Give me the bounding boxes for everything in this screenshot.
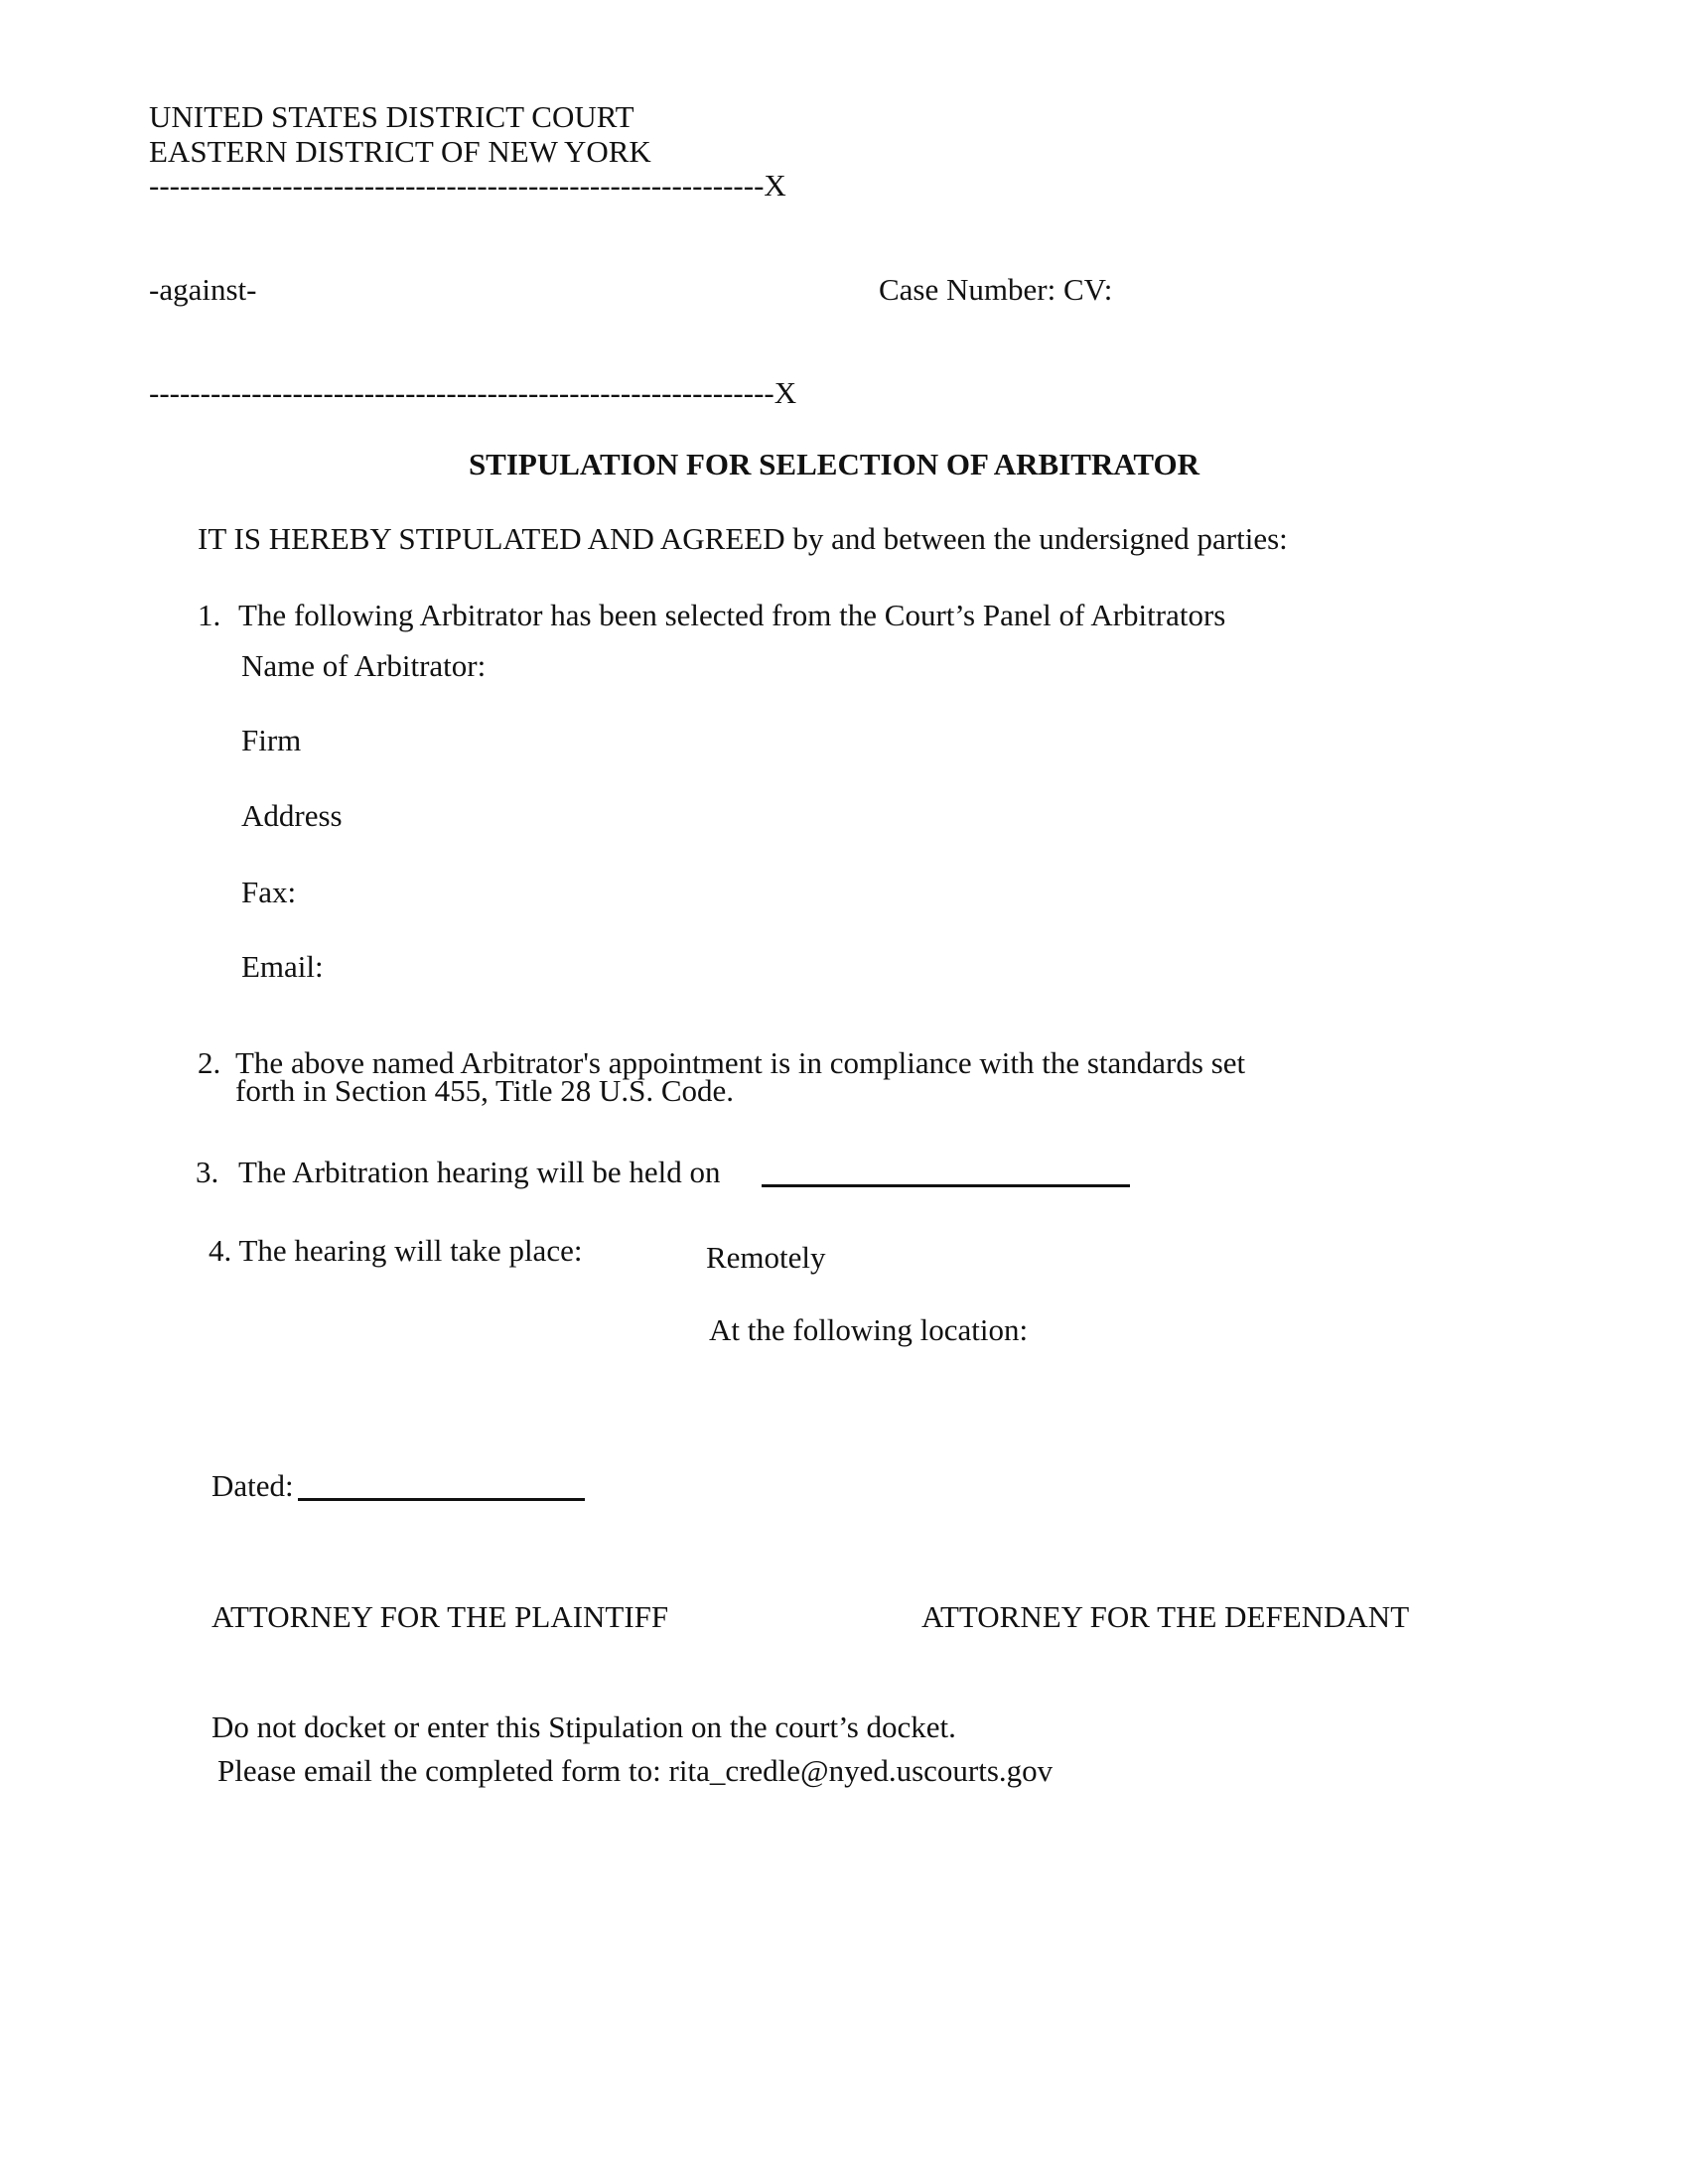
option-location[interactable]: At the following location:	[709, 1312, 1029, 1347]
email-instruction: Please email the completed form to: rita_credle@nyed.uscourts.gov	[217, 1753, 1054, 1788]
firm-label: Firm	[241, 723, 302, 757]
case-number-label: Case Number: CV:	[879, 272, 1113, 307]
item3-number: 3.	[196, 1155, 219, 1189]
caption-separator-bottom: -------------------------------------------------------------X	[149, 375, 797, 410]
item1-text: The following Arbitrator has been selected from the Court’s Panel of Arbitrators	[238, 598, 1226, 632]
district-name: EASTERN DISTRICT OF NEW YORK	[149, 134, 651, 169]
document-title: STIPULATION FOR SELECTION OF ARBITRATOR	[468, 447, 1200, 481]
item4-text: 4. The hearing will take place:	[209, 1233, 583, 1268]
fax-label: Fax:	[241, 875, 297, 909]
address-label: Address	[241, 798, 343, 833]
court-name: UNITED STATES DISTRICT COURT	[149, 99, 634, 134]
intro-text: IT IS HEREBY STIPULATED AND AGREED by and between the undersigned parties:	[198, 521, 1288, 556]
dated-label: Dated:	[211, 1468, 294, 1503]
item2-line2: forth in Section 455, Title 28 U.S. Code.	[235, 1073, 735, 1108]
option-remotely[interactable]: Remotely	[706, 1240, 826, 1275]
item2-line1: The above named Arbitrator's appointment is in compliance with the standards set	[235, 1045, 1246, 1080]
item1-number: 1.	[198, 598, 221, 632]
email-label: Email:	[241, 949, 324, 984]
docket-note: Do not docket or enter this Stipulation on the court’s docket.	[211, 1709, 956, 1744]
defendant-attorney-label: ATTORNEY FOR THE DEFENDANT	[921, 1599, 1410, 1634]
against-label: -against-	[149, 272, 257, 307]
item2-number: 2.	[198, 1045, 221, 1080]
dated-field[interactable]	[298, 1498, 585, 1501]
arbitrator-name-label: Name of Arbitrator:	[241, 648, 487, 683]
hearing-date-field[interactable]	[762, 1184, 1130, 1187]
item3-text: The Arbitration hearing will be held on	[238, 1155, 721, 1189]
caption-separator-top: ------------------------------------------------------------X	[149, 168, 786, 203]
plaintiff-attorney-label: ATTORNEY FOR THE PLAINTIFF	[211, 1599, 669, 1634]
